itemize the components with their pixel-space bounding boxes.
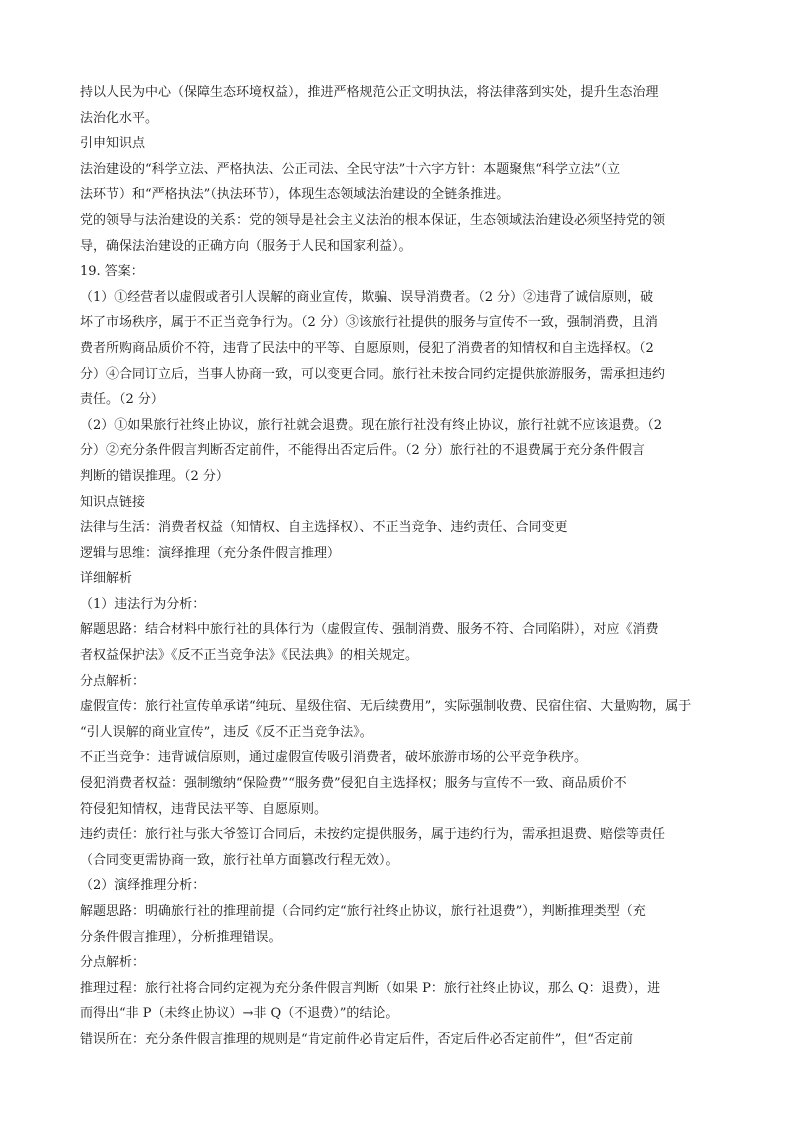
text-line: 法环节）和“严格执法”（执法环节），体现生态领域法治建设的全链条推进。: [80, 187, 510, 203]
text-line: 导，确保法治建设的正确方向（服务于人民和国家利益）。: [80, 238, 412, 254]
text-line: 费者所购商品质价不符，违背了民法中的平等、自愿原则，侵犯了消费者的知情权和自主选择权。（2: [80, 340, 654, 356]
text-line: 法治化水平。: [80, 110, 159, 126]
text-line: 而得出“非 P（未终止协议）→非 Q（不退费）”的结论。: [80, 1006, 399, 1022]
text-line: 不正当竞争：违背诚信原则，通过虚假宣传吸引消费者，破坏旅游市场的公平竞争秩序。: [80, 750, 588, 766]
section-heading: 引申知识点: [80, 136, 146, 152]
text-line: 虚假宣传：旅行社宣传单承诺“纯玩、星级住宿、无后续费用”，实际强制收费、民宿住宿、大量购物，属于: [80, 699, 692, 715]
text-line: 解题思路：明确旅行社的推理前提（合同约定“旅行社终止协议，旅行社退费”），判断推理类型（充: [80, 904, 646, 919]
text-line: 法律与生活：消费者权益（知情权、自主选择权）、不正当竞争、违约责任、合同变更: [80, 520, 568, 536]
section-heading: 详细解析: [80, 571, 133, 587]
text-line: 符侵犯知情权，违背民法平等、自愿原则。: [80, 801, 328, 817]
text-line: 错误所在：充分条件假言推理的规则是“肯定前件必肯定后件，否定后件必否定前件”，但“否定前: [80, 1031, 633, 1047]
text-line: 违约责任：旅行社与张大爷签订合同后，未按约定提供服务，属于违约行为，需承担退费、赔偿等责任: [80, 827, 666, 843]
question-number: 19. 答案：: [80, 264, 144, 280]
text-line: 侵犯消费者权益：强制缴纳“保险费”“服务费”侵犯自主选择权；服务与宣传不一致、商品质价不: [80, 776, 627, 792]
text-line: 分条件假言推理），分析推理错误。: [80, 929, 282, 945]
text-line: （1）①经营者以虚假或者引人误解的商业宣传，欺骗、误导消费者。（2 分）②违背了诚信原则，破: [80, 289, 654, 305]
text-line: “引人误解的商业宣传”，违反《反不正当竞争法》。: [80, 724, 373, 740]
subsection-heading: （2）演绎推理分析：: [80, 878, 206, 894]
text-line: 逻辑与思维：演绎推理（充分条件假言推理）: [80, 545, 341, 561]
text-line: 判断的错误推理。（2 分）: [80, 468, 229, 484]
subsection-heading: （1）违法行为分析：: [80, 596, 206, 612]
text-line: 分）④合同订立后，当事人协商一致，可以变更合同。旅行社未按合同约定提供旅游服务，需承担违约: [80, 366, 666, 382]
text-line: 者权益保护法》《反不正当竞争法》《民法典》的相关规定。: [80, 648, 419, 664]
text-line: 解题思路：结合材料中旅行社的具体行为（虚假宣传、强制消费、服务不符、合同陷阱），对应《消费: [80, 622, 659, 638]
text-line: 法治建设的“科学立法、严格执法、公正司法、全民守法”十六字方针：本题聚焦“科学立法”（立: [80, 161, 621, 177]
text-line: 推理过程：旅行社将合同约定视为充分条件假言判断（如果 P：旅行社终止协议，那么 Q：退费），进: [80, 980, 661, 996]
text-line: 持以人民为中心（保障生态环境权益），推进严格规范公正文明执法，将法律落到实处，提升生态治理: [80, 85, 659, 100]
text-line: 分）②充分条件假言判断否定前件，不能得出否定后件。（2 分）旅行社的不退费属于充分条件假言: [80, 443, 645, 459]
text-line: 责任。（2 分）: [80, 392, 164, 408]
text-line: 党的领导与法治建设的关系：党的领导是社会主义法治的根本保证，生态领域法治建设必须坚持党的领: [80, 212, 666, 228]
section-heading: 知识点链接: [80, 494, 146, 510]
text-line: （2）①如果旅行社终止协议，旅行社就会退费。现在旅行社没有终止协议，旅行社就不应该退费。（2: [80, 417, 663, 433]
document-body: [80, 80, 730, 1053]
subsection-heading: 分点解析：: [80, 955, 146, 971]
text-line: 坏了市场秩序，属于不正当竞争行为。（2 分）③该旅行社提供的服务与宣传不一致，强制消费，且消: [80, 315, 658, 331]
text-line: （合同变更需协商一致，旅行社单方面篡改行程无效）。: [80, 852, 399, 868]
subsection-heading: 分点解析：: [80, 673, 146, 689]
